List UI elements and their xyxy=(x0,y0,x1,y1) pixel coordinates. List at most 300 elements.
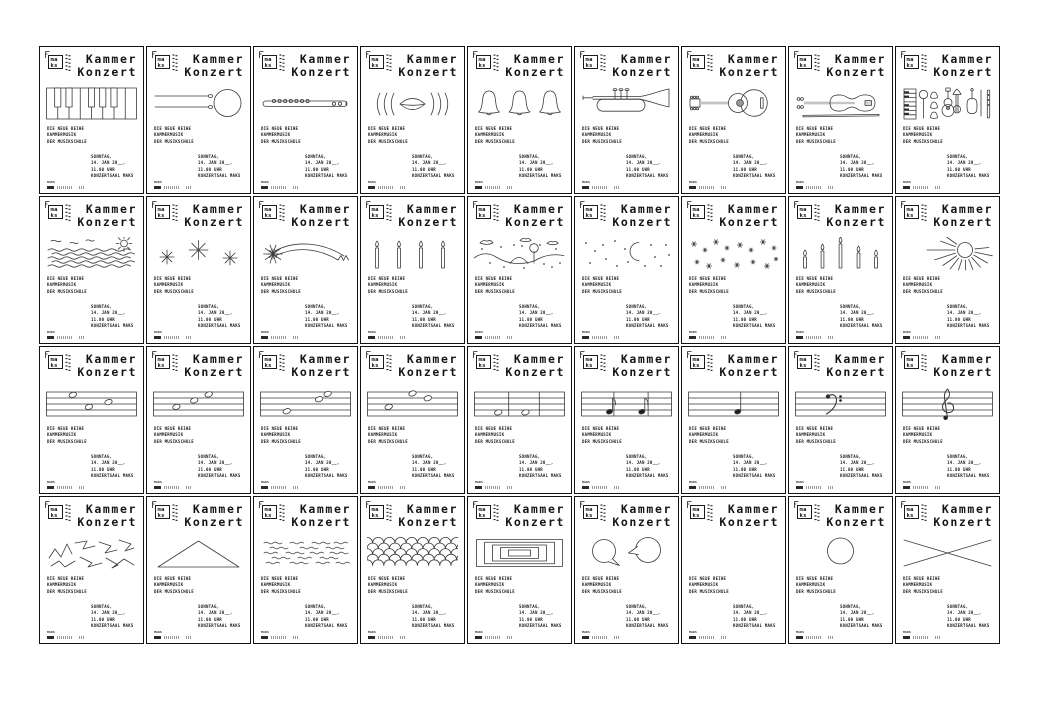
logo-text-ma: ma xyxy=(264,206,272,213)
poster-r4-c2-triangle[interactable] xyxy=(146,496,251,644)
info-line: 11.00 UHR xyxy=(305,166,329,172)
poster-title xyxy=(184,53,244,78)
poster-r3-c3-staff-notes[interactable] xyxy=(253,346,358,494)
logo-text-ks: ks xyxy=(799,512,807,519)
four-candles-illustration xyxy=(367,237,458,271)
title-line-2: Konzert xyxy=(184,514,244,529)
info-line: DIE NEUE REIHE xyxy=(368,276,406,281)
poster-footer xyxy=(796,480,885,489)
poster-title xyxy=(933,53,993,78)
maks-logo-icon xyxy=(795,53,821,73)
poster-r4-c8-circle[interactable] xyxy=(788,496,893,644)
info-block-right xyxy=(519,154,562,179)
logo-text-ks: ks xyxy=(371,362,379,369)
logo-text-ks: ks xyxy=(906,62,914,69)
poster-footer xyxy=(582,330,671,339)
info-line: DER MUSIKSCHULE xyxy=(368,288,408,294)
info-block-left xyxy=(689,576,729,595)
info-block-right xyxy=(91,604,134,629)
info-line: KAMMERMUSIK xyxy=(903,582,933,588)
title-line-2: Konzert xyxy=(505,64,565,79)
partner-mark xyxy=(614,486,620,489)
logo-text-ks: ks xyxy=(157,362,165,369)
logo-box xyxy=(690,55,705,69)
logo-box xyxy=(476,505,491,519)
info-line: 14. JAN 20__, xyxy=(305,460,340,466)
logo-text-ks: ks xyxy=(478,512,486,519)
poster-title xyxy=(719,503,779,528)
info-block-left xyxy=(47,126,87,145)
logo-notes-decoration-icon xyxy=(600,204,607,222)
poster-r3-c9-staff-treble-clef[interactable] xyxy=(895,346,1000,494)
logo-text-ma: ma xyxy=(157,356,165,363)
poster-r2-c6-moon-and-stars[interactable] xyxy=(574,196,679,344)
poster-title xyxy=(77,203,137,228)
poster-footer xyxy=(261,180,350,189)
info-block-left xyxy=(903,576,943,595)
poster-r2-c3-shooting-star[interactable] xyxy=(253,196,358,344)
title-line-1: Kammer xyxy=(406,202,458,216)
logo-box xyxy=(797,55,812,69)
logo-text-ma: ma xyxy=(585,206,593,213)
logo-box xyxy=(48,355,63,369)
footer-partner-row xyxy=(368,486,457,490)
maks-logo-icon xyxy=(688,53,714,73)
partner-mark xyxy=(935,486,941,489)
info-block-left xyxy=(796,276,836,295)
title-line-1: Kammer xyxy=(406,502,458,516)
logo-notes-decoration-icon xyxy=(65,354,72,372)
title-line-1: Kammer xyxy=(834,502,886,516)
info-block-right xyxy=(412,154,455,179)
poster-title xyxy=(826,353,886,378)
info-line: KAMMERMUSIK xyxy=(261,432,291,438)
logo-text-ks: ks xyxy=(585,62,593,69)
info-line: KONZERTSAAL MAKS xyxy=(198,172,241,178)
title-line-2: Konzert xyxy=(612,364,672,379)
info-line: SONNTAG, xyxy=(947,454,969,459)
info-line: 14. JAN 20__, xyxy=(840,460,875,466)
info-line: DIE NEUE REIHE xyxy=(261,276,299,281)
poster-footer xyxy=(903,630,992,639)
footer-label: MAKS xyxy=(903,480,912,484)
poster-r3-c4-staff-notes[interactable] xyxy=(360,346,465,494)
maks-logo-icon xyxy=(688,353,714,373)
info-block-right xyxy=(519,454,562,479)
staff-notes-illustration xyxy=(46,387,137,421)
poster-title xyxy=(291,53,351,78)
footer-partner-row xyxy=(475,636,564,640)
logo-box xyxy=(904,505,919,519)
poster-r4-c4-fish-scales[interactable] xyxy=(360,496,465,644)
info-line: KAMMERMUSIK xyxy=(47,582,77,588)
info-line: 14. JAN 20__, xyxy=(91,610,126,616)
poster-r2-c1-waves-and-sun[interactable] xyxy=(39,196,144,344)
info-line: KAMMERMUSIK xyxy=(689,132,719,138)
maks-logo-icon xyxy=(581,353,607,373)
info-line: SONNTAG, xyxy=(198,604,220,609)
logo-box xyxy=(262,55,277,69)
logo-notes-decoration-icon xyxy=(279,54,286,72)
logo-notes-decoration-icon xyxy=(600,354,607,372)
footer-partner-row xyxy=(261,336,350,340)
title-line-1: Kammer xyxy=(192,502,244,516)
info-line: SONNTAG, xyxy=(412,454,434,459)
info-line: KAMMERMUSIK xyxy=(368,282,398,288)
logo-text-ma: ma xyxy=(906,56,914,63)
maks-logo-icon xyxy=(260,53,286,73)
info-line: 14. JAN 20__, xyxy=(947,160,982,166)
info-line: KAMMERMUSIK xyxy=(368,582,398,588)
poster-r2-c7-star-field[interactable] xyxy=(681,196,786,344)
poster-footer xyxy=(154,180,243,189)
title-line-1: Kammer xyxy=(299,502,351,516)
info-line: DER MUSIKSCHULE xyxy=(582,588,622,594)
poster-r2-c4-four-candles[interactable] xyxy=(360,196,465,344)
info-line: SONNTAG, xyxy=(626,604,648,609)
poster-r1-c4-voice-lips[interactable] xyxy=(360,46,465,194)
partner-mark xyxy=(271,636,286,639)
logo-text-ks: ks xyxy=(799,212,807,219)
poster-r2-c2-three-stars[interactable] xyxy=(146,196,251,344)
info-line: 14. JAN 20__, xyxy=(412,610,447,616)
footer-label: MAKS xyxy=(796,630,805,634)
info-block-right xyxy=(198,154,241,179)
partner-mark xyxy=(378,486,393,489)
partner-mark xyxy=(271,486,286,489)
poster-r4-c9-cross-x[interactable] xyxy=(895,496,1000,644)
title-line-1: Kammer xyxy=(513,502,565,516)
logo-box xyxy=(797,205,812,219)
logo-text-ks: ks xyxy=(692,362,700,369)
info-block-left xyxy=(796,426,836,445)
partner-mark xyxy=(507,486,513,489)
footer-partner-row xyxy=(582,486,671,490)
logo-text-ks: ks xyxy=(264,512,272,519)
title-line-1: Kammer xyxy=(85,502,137,516)
footer-partner-row xyxy=(47,336,136,340)
info-line: 11.00 UHR xyxy=(733,166,757,172)
poster-r3-c7-staff-quarter-note[interactable] xyxy=(681,346,786,494)
staff-notes-illustration xyxy=(260,387,351,421)
info-line: SONNTAG, xyxy=(947,304,969,309)
maks-logo-icon xyxy=(367,353,393,373)
poster-r4-c1-zigzag-lines[interactable] xyxy=(39,496,144,644)
partner-mark xyxy=(913,186,928,189)
poster-r2-c9-sunburst[interactable] xyxy=(895,196,1000,344)
info-block-right xyxy=(626,454,669,479)
trumpet-illustration xyxy=(581,87,672,121)
info-block-right xyxy=(198,604,241,629)
logo-text-ks: ks xyxy=(585,212,593,219)
info-line: KAMMERMUSIK xyxy=(261,132,291,138)
footer-logo-mark xyxy=(368,336,375,340)
logo-text-ma: ma xyxy=(50,506,58,513)
title-line-2: Konzert xyxy=(933,214,993,229)
footer-partner-row xyxy=(689,486,778,490)
poster-r3-c1-staff-notes[interactable] xyxy=(39,346,144,494)
poster-r2-c8-five-candles[interactable] xyxy=(788,196,893,344)
poster-r4-c5-nested-rectangles[interactable] xyxy=(467,496,572,644)
poster-footer xyxy=(796,630,885,639)
info-block-left xyxy=(689,426,729,445)
poster-r1-c8-violin-with-bow[interactable] xyxy=(788,46,893,194)
maks-logo-icon xyxy=(474,53,500,73)
poster-r1-c6-trumpet[interactable] xyxy=(574,46,679,194)
poster-footer xyxy=(475,480,564,489)
info-block-left xyxy=(796,576,836,595)
info-line: 11.00 UHR xyxy=(626,616,650,622)
info-block-left xyxy=(582,276,622,295)
staff-notes-illustration xyxy=(153,387,244,421)
poster-title xyxy=(612,353,672,378)
partner-mark xyxy=(485,636,500,639)
info-block-right xyxy=(412,454,455,479)
poster-r3-c2-staff-notes[interactable] xyxy=(146,346,251,494)
voice-lips-illustration xyxy=(367,87,458,121)
footer-logo-mark xyxy=(689,636,696,640)
info-line: KONZERTSAAL MAKS xyxy=(198,322,241,328)
info-line: 11.00 UHR xyxy=(305,616,329,622)
partner-mark xyxy=(935,336,941,339)
partner-mark xyxy=(592,186,607,189)
info-line: DIE NEUE REIHE xyxy=(475,276,513,281)
logo-text-ks: ks xyxy=(50,212,58,219)
info-line: DER MUSIKSCHULE xyxy=(582,288,622,294)
title-line-2: Konzert xyxy=(184,214,244,229)
info-block-right xyxy=(733,604,776,629)
info-line: KONZERTSAAL MAKS xyxy=(733,622,776,628)
logo-text-ma: ma xyxy=(157,56,165,63)
footer-logo-mark xyxy=(261,336,268,340)
footer-label: MAKS xyxy=(261,480,270,484)
logo-notes-decoration-icon xyxy=(172,354,179,372)
info-line: DER MUSIKSCHULE xyxy=(475,438,515,444)
title-line-1: Kammer xyxy=(620,52,672,66)
info-line: DER MUSIKSCHULE xyxy=(475,138,515,144)
poster-footer xyxy=(903,480,992,489)
info-line: KAMMERMUSIK xyxy=(796,432,826,438)
footer-label: MAKS xyxy=(154,180,163,184)
logo-text-ma: ma xyxy=(264,356,272,363)
poster-footer xyxy=(903,330,992,339)
logo-text-ks: ks xyxy=(478,212,486,219)
three-bells-illustration xyxy=(474,87,565,121)
info-line: 11.00 UHR xyxy=(412,466,436,472)
footer-partner-row xyxy=(154,186,243,190)
logo-notes-decoration-icon xyxy=(279,504,286,522)
partner-mark xyxy=(913,636,928,639)
info-line: 11.00 UHR xyxy=(91,466,115,472)
logo-text-ks: ks xyxy=(264,62,272,69)
logo-box xyxy=(583,355,598,369)
info-line: DIE NEUE REIHE xyxy=(261,576,299,581)
poster-r4-c3-squiggle-lines[interactable] xyxy=(253,496,358,644)
info-line: KONZERTSAAL MAKS xyxy=(305,472,348,478)
logo-box xyxy=(262,355,277,369)
poster-r1-c5-three-bells[interactable] xyxy=(467,46,572,194)
info-line: SONNTAG, xyxy=(733,454,755,459)
info-line: 14. JAN 20__, xyxy=(519,610,554,616)
footer-label: MAKS xyxy=(475,630,484,634)
poster-footer xyxy=(261,630,350,639)
footer-partner-row xyxy=(261,186,350,190)
poster-r1-c3-flute[interactable] xyxy=(253,46,358,194)
poster-r4-c7-blank[interactable] xyxy=(681,496,786,644)
poster-r1-c2-drum-mallets[interactable] xyxy=(146,46,251,194)
info-line: 11.00 UHR xyxy=(947,166,971,172)
info-line: 14. JAN 20__, xyxy=(305,310,340,316)
title-line-1: Kammer xyxy=(299,352,351,366)
logo-box xyxy=(583,55,598,69)
info-line: KONZERTSAAL MAKS xyxy=(198,472,241,478)
info-line: KAMMERMUSIK xyxy=(582,132,612,138)
footer-label: MAKS xyxy=(154,630,163,634)
title-line-2: Konzert xyxy=(826,64,886,79)
info-line: KONZERTSAAL MAKS xyxy=(412,322,455,328)
info-line: 11.00 UHR xyxy=(947,466,971,472)
logo-box xyxy=(369,55,384,69)
info-line: 14. JAN 20__, xyxy=(626,610,661,616)
logo-text-ma: ma xyxy=(478,206,486,213)
poster-title xyxy=(291,353,351,378)
poster-r4-c6-speech-bubbles[interactable] xyxy=(574,496,679,644)
logo-notes-decoration-icon xyxy=(600,504,607,522)
logo-notes-decoration-icon xyxy=(707,54,714,72)
info-line: KAMMERMUSIK xyxy=(796,282,826,288)
info-line: KAMMERMUSIK xyxy=(903,432,933,438)
info-line: DER MUSIKSCHULE xyxy=(796,588,836,594)
poster-title xyxy=(184,203,244,228)
footer-partner-row xyxy=(582,336,671,340)
info-line: DER MUSIKSCHULE xyxy=(475,288,515,294)
info-line: SONNTAG, xyxy=(840,604,862,609)
partner-mark xyxy=(828,336,834,339)
footer-label: MAKS xyxy=(475,480,484,484)
partner-mark xyxy=(400,336,406,339)
partner-mark xyxy=(507,186,513,189)
info-block-left xyxy=(368,276,408,295)
info-line: DIE NEUE REIHE xyxy=(582,576,620,581)
info-line: DIE NEUE REIHE xyxy=(47,276,85,281)
poster-r3-c6-staff-eighth-notes[interactable] xyxy=(574,346,679,494)
poster-footer xyxy=(368,630,457,639)
poster-footer xyxy=(582,630,671,639)
logo-text-ks: ks xyxy=(692,212,700,219)
poster-r1-c9-instrument-ensemble[interactable] xyxy=(895,46,1000,194)
info-line: SONNTAG, xyxy=(947,154,969,159)
logo-text-ma: ma xyxy=(799,56,807,63)
info-line: DER MUSIKSCHULE xyxy=(261,288,301,294)
poster-r1-c1-piano-keyboard[interactable] xyxy=(39,46,144,194)
info-line: SONNTAG, xyxy=(412,604,434,609)
footer-partner-row xyxy=(154,636,243,640)
info-line: 14. JAN 20__, xyxy=(412,160,447,166)
footer-logo-mark xyxy=(903,186,910,190)
partner-mark xyxy=(913,336,928,339)
info-line: 14. JAN 20__, xyxy=(519,160,554,166)
info-line: DER MUSIKSCHULE xyxy=(796,288,836,294)
logo-notes-decoration-icon xyxy=(493,504,500,522)
info-line: DIE NEUE REIHE xyxy=(689,276,727,281)
nested-rectangles-illustration xyxy=(474,537,565,571)
footer-partner-row xyxy=(368,336,457,340)
title-line-2: Konzert xyxy=(505,364,565,379)
poster-r2-c5-landscape-tree[interactable] xyxy=(467,196,572,344)
title-line-1: Kammer xyxy=(192,202,244,216)
logo-notes-decoration-icon xyxy=(493,204,500,222)
info-line: KAMMERMUSIK xyxy=(47,432,77,438)
partner-mark xyxy=(699,636,714,639)
poster-footer xyxy=(368,330,457,339)
info-line: DIE NEUE REIHE xyxy=(368,576,406,581)
info-line: DER MUSIKSCHULE xyxy=(47,588,87,594)
partner-mark xyxy=(164,186,179,189)
waves-and-sun-illustration xyxy=(46,237,137,271)
footer-logo-mark xyxy=(796,486,803,490)
info-line: KONZERTSAAL MAKS xyxy=(947,322,990,328)
info-line: 14. JAN 20__, xyxy=(733,160,768,166)
logo-box xyxy=(690,205,705,219)
title-line-1: Kammer xyxy=(85,352,137,366)
logo-text-ma: ma xyxy=(906,506,914,513)
logo-box xyxy=(155,55,170,69)
logo-box xyxy=(262,505,277,519)
info-line: KONZERTSAAL MAKS xyxy=(840,172,883,178)
info-line: 11.00 UHR xyxy=(91,166,115,172)
footer-label: MAKS xyxy=(796,480,805,484)
title-line-1: Kammer xyxy=(727,502,779,516)
info-line: DIE NEUE REIHE xyxy=(903,276,941,281)
info-line: DER MUSIKSCHULE xyxy=(261,438,301,444)
footer-partner-row xyxy=(903,486,992,490)
footer-partner-row xyxy=(796,636,885,640)
poster-footer xyxy=(582,180,671,189)
poster-r3-c8-staff-bass-clef[interactable] xyxy=(788,346,893,494)
logo-text-ks: ks xyxy=(371,212,379,219)
info-line: DIE NEUE REIHE xyxy=(154,276,192,281)
title-line-1: Kammer xyxy=(513,52,565,66)
partner-mark xyxy=(935,186,941,189)
logo-box xyxy=(904,355,919,369)
info-line: KAMMERMUSIK xyxy=(368,132,398,138)
poster-r1-c7-guitar[interactable] xyxy=(681,46,786,194)
title-line-2: Konzert xyxy=(398,364,458,379)
partner-mark xyxy=(186,636,192,639)
logo-notes-decoration-icon xyxy=(65,504,72,522)
partner-mark xyxy=(378,636,393,639)
info-line: KONZERTSAAL MAKS xyxy=(733,472,776,478)
poster-title xyxy=(77,353,137,378)
footer-label: MAKS xyxy=(582,180,591,184)
poster-footer xyxy=(689,180,778,189)
violin-with-bow-illustration xyxy=(795,87,886,121)
title-line-1: Kammer xyxy=(620,352,672,366)
footer-label: MAKS xyxy=(261,630,270,634)
info-block-left xyxy=(261,126,301,145)
info-line: 11.00 UHR xyxy=(519,616,543,622)
info-line: DIE NEUE REIHE xyxy=(47,576,85,581)
landscape-tree-illustration xyxy=(474,237,565,271)
poster-r3-c5-staff-notes[interactable] xyxy=(467,346,572,494)
footer-logo-mark xyxy=(796,186,803,190)
info-line: DER MUSIKSCHULE xyxy=(689,438,729,444)
title-line-2: Konzert xyxy=(77,214,137,229)
info-line: 14. JAN 20__, xyxy=(91,460,126,466)
poster-title xyxy=(398,353,458,378)
logo-text-ks: ks xyxy=(692,512,700,519)
info-block-left xyxy=(796,126,836,145)
